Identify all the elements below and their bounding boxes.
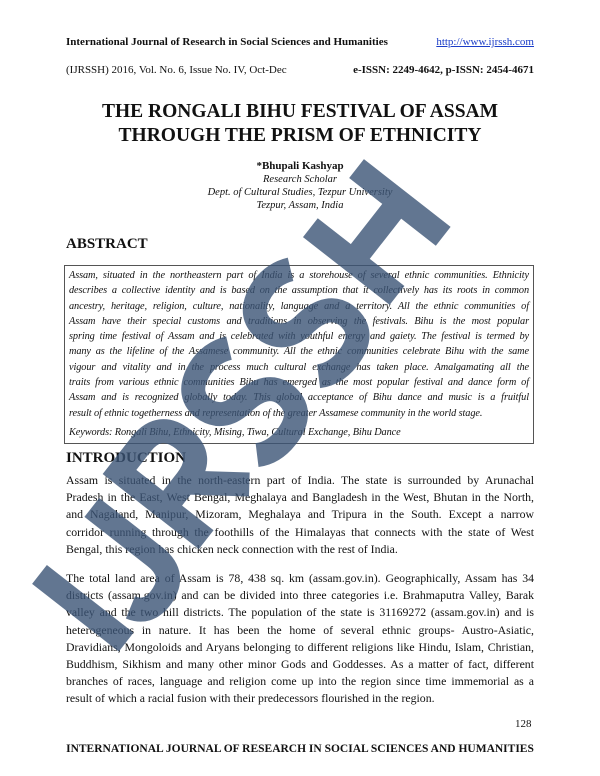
paragraph-1 (66, 472, 534, 558)
text-line: corridor running through the foothills of the Himalayas that connects with the state of West (66, 524, 534, 539)
text-line: Buddhism, Sikhism and many other minor Gods and Goddesses. As a matter of fact, different (66, 657, 534, 672)
paragraph-2 (66, 570, 534, 708)
abstract-heading: ABSTRACT (66, 236, 148, 252)
running-header (66, 36, 534, 48)
text-line: Pradesh in the East, West Bengal, Meghalaya and Bangladesh in the West, Bhutan in the North, (66, 490, 534, 505)
text-line: describes a collective identity and is based on the assumption that it collectively has its roots in common (69, 285, 529, 297)
keywords: Keywords: Rongali Bihu, Ethnicity, Mising, Tiwa, Cultural Exchange, Bihu Dance (69, 426, 401, 438)
text-line: The total land area of Assam is 78, 438 sq. km (assam.gov.in). Geographically, Assam has 34 (66, 571, 534, 585)
text-line: spring time festival of Assam and is celebrated with youthful energy and gaiety. The festival is termed by (69, 331, 529, 343)
author-role: Research Scholar (263, 174, 337, 185)
title-line: THE RONGALI BIHU FESTIVAL OF ASSAM (101, 101, 499, 122)
text-line: branches of races, language and religion come up into the region since time immemorial as a (66, 674, 534, 689)
issue-text: (IJRSSH) 2016, Vol. No. 6, Issue No. IV, Oct-Dec (66, 64, 287, 76)
text-line: Bengal, this region has chicken neck connection with the rest of India. (66, 541, 398, 556)
text-line: and Nagaland, Manipur, Mizoram, Meghalaya and Tripura in the South. Except a narrow (66, 507, 534, 522)
text-line: traits from various ethnic communities Bihu has emerged as the most popular festival and dance form of (69, 377, 529, 389)
text-line: vigour and vitality and in the process much cultural exchange has taken place. Amalgamating all the (69, 361, 529, 373)
abstract-box (64, 265, 534, 444)
journal-url-link[interactable]: http://www.ijrssh.com (436, 36, 534, 48)
issn-text: e-ISSN: 2249-4642, p-ISSN: 2454-4671 (353, 64, 534, 76)
text-line: many as the lifeline of the Assamese community. All the ethnic communities celebrate Bihu with the same (69, 346, 529, 358)
text-line: Assam have their special customs and traditions in observing the festivals. Bihu is the most popular (69, 315, 529, 327)
text-line: districts (assam.gov.in) and can be divided into three categories i.e. Brahmaputra Valley, Barak (66, 588, 534, 603)
text-line: Assam is situated in the north-eastern part of India. The state is surrounded by Arunachal (66, 473, 534, 487)
text-line: result of which a racial fusion with their predecessors flourished in the region. (66, 691, 435, 706)
author-dept: Dept. of Cultural Studies, Tezpur University (207, 187, 393, 198)
issue-info (66, 64, 534, 76)
paper-title (0, 100, 600, 148)
text-line: Assam and is recognized globally today. This global acceptance of Bihu dance and music is a fruitful (69, 392, 529, 404)
title-line: THROUGH THE PRISM OF ETHNICITY (118, 125, 482, 146)
author-name: *Bhupali Kashyap (256, 160, 344, 172)
text-line: ancestry, heritage, religion, culture, nationality, language and a territory. All the ethnic communities of (69, 300, 529, 312)
page-number: 128 (515, 718, 532, 730)
journal-name: International Journal of Research in Social Sciences and Humanities (66, 36, 388, 48)
text-line: result of ethnic togetherness and representation of the greater Assamese community in the world stage. (69, 407, 483, 419)
author-place: Tezpur, Assam, India (256, 200, 344, 211)
introduction-heading: INTRODUCTION (66, 450, 187, 466)
text-line: valley and the two hill districts. The population of the state is 31169272 (assam.gov.in) and is (66, 605, 534, 620)
author-block (0, 160, 600, 212)
text-line: heterogeneous in nature. It has been the home of several ethnic groups- Austro-Asiatic, (66, 622, 534, 637)
text-line: Dravidians, Mongoloids and Aryans belonging to different religions like Hindu, Islam, Christian, (66, 639, 534, 654)
running-footer: INTERNATIONAL JOURNAL OF RESEARCH IN SOCIAL SCIENCES AND HUMANITIES (66, 743, 534, 755)
text-line: Assam, situated in the northeastern part of India is a storehouse of several ethnic communities. Ethnicity (69, 270, 529, 281)
